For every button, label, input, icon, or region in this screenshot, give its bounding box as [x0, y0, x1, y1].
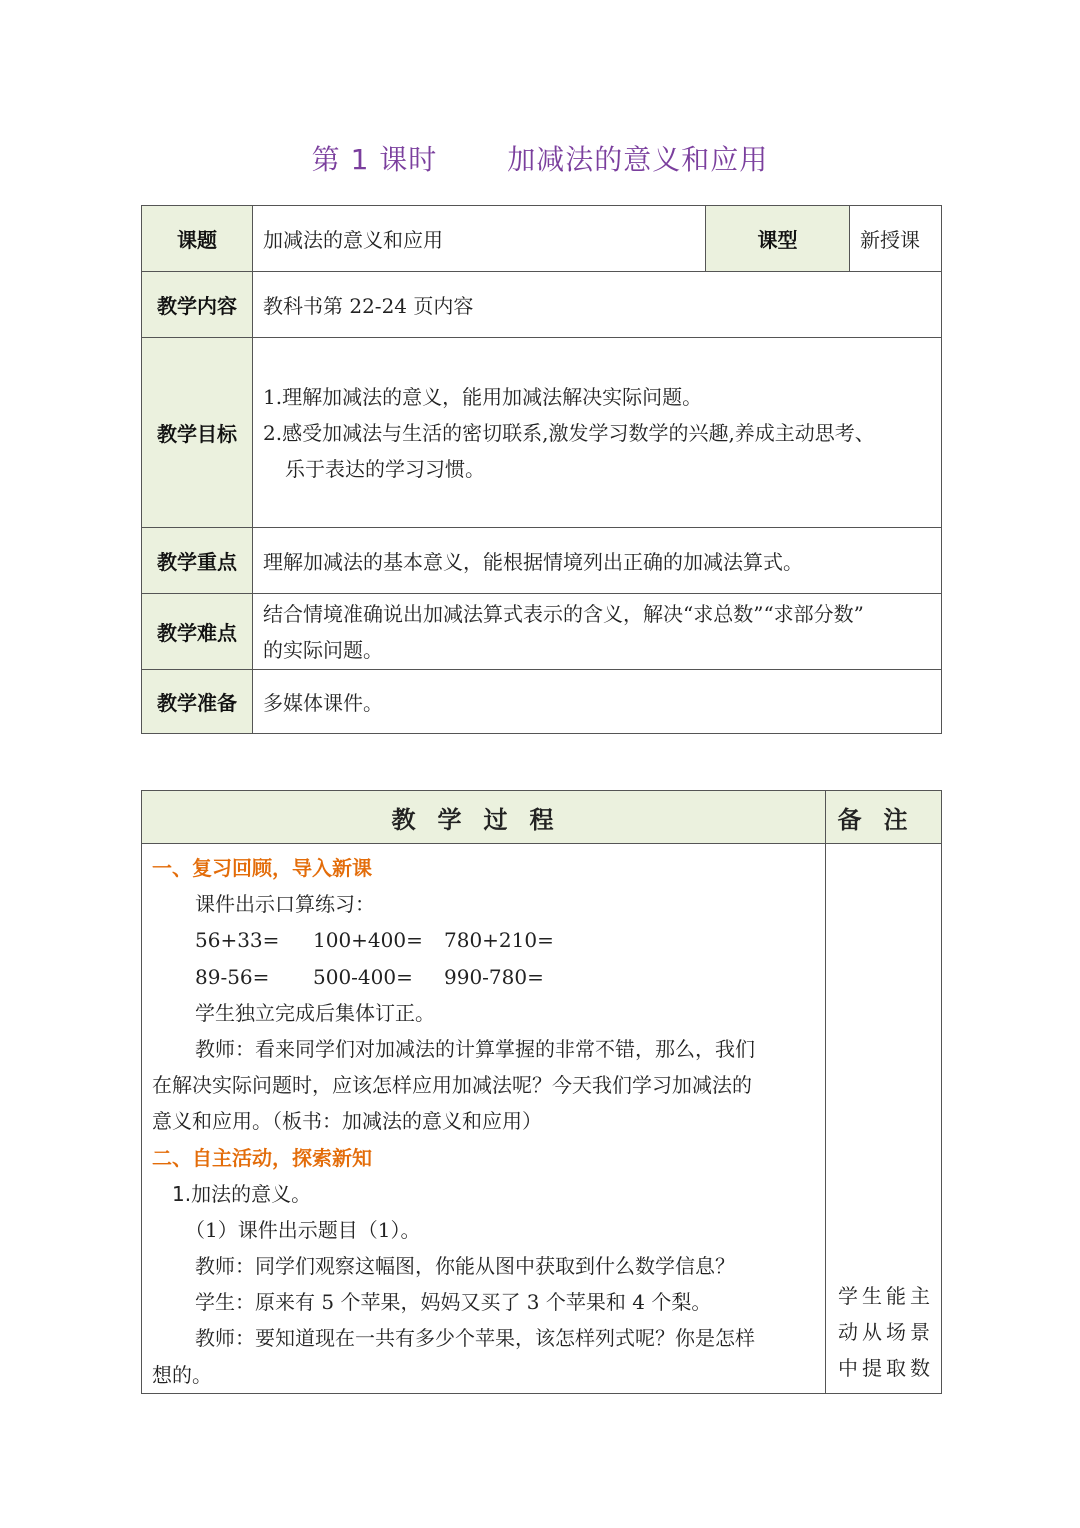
difficulty-line-1: 结合情境准确说出加减法算式表示的含义，解决“求总数”“求部分数” [263, 601, 864, 626]
goals-label: 教学目标 [142, 338, 253, 528]
content-value: 教科书第 22-24 页内容 [253, 272, 942, 338]
calc-item: 89-56= [195, 964, 270, 989]
calc-item: 56+33= [195, 928, 280, 953]
calc-item: 780+210= [444, 928, 554, 953]
section-2-title: 二、自主活动，探索新知 [152, 1145, 372, 1170]
key-value: 理解加减法的基本意义，能根据情境列出正确的加减法算式。 [253, 528, 942, 594]
notes-content [826, 844, 942, 1394]
note-line: 学生能主 [838, 1284, 934, 1308]
goal-1: 1.理解加减法的意义，能用加减法解决实际问题。 [263, 384, 703, 409]
difficulty-value [253, 594, 942, 670]
calc-row-2 [152, 959, 825, 995]
key-label: 教学重点 [142, 528, 253, 594]
prep-row [142, 670, 942, 734]
goal-2-cont: 乐于表达的学习习惯。 [285, 456, 485, 481]
topic-label: 课题 [142, 206, 253, 272]
goals-row [142, 338, 942, 528]
content-row [142, 272, 942, 338]
process-line: 想的。 [152, 1362, 212, 1387]
subsection-title: 1.加法的意义。 [172, 1181, 312, 1206]
note-line: 中提取数 [838, 1356, 934, 1381]
calc-row-1 [152, 922, 825, 958]
process-line: 意义和应用。（板书：加减法的意义和应用） [152, 1109, 542, 1134]
goal-2: 2.感受加减法与生活的密切联系,激发学习数学的兴趣,养成主动思考、 [263, 420, 875, 445]
lesson-info-table [141, 205, 942, 734]
process-line: 教师：要知道现在一共有多少个苹果，该怎样列式呢？你是怎样 [195, 1326, 755, 1351]
process-body-row [142, 844, 942, 1394]
lesson-topic: 加减法的意义和应用 [507, 143, 769, 176]
calc-item: 500-400= [313, 964, 413, 989]
lesson-number: 第 1 课时 [311, 143, 438, 176]
process-header: 教学过程 [142, 791, 826, 844]
calc-item: 990-780= [444, 964, 544, 989]
process-line: 教师：同学们观察这幅图，你能从图中获取到什么数学信息？ [195, 1254, 735, 1279]
topic-value: 加减法的意义和应用 [253, 206, 706, 272]
process-line: 课件出示口算练习： [195, 892, 375, 917]
page-title [0, 138, 1080, 178]
difficulty-label: 教学难点 [142, 594, 253, 670]
process-content [142, 844, 826, 1394]
type-label: 课型 [706, 206, 850, 272]
process-line: 在解决实际问题时，应该怎样应用加减法呢？今天我们学习加减法的 [152, 1073, 752, 1098]
difficulty-line-2: 的实际问题。 [263, 637, 383, 662]
process-line: （1）课件出示题目（1）。 [185, 1217, 421, 1242]
prep-value: 多媒体课件。 [253, 670, 942, 734]
difficulty-row [142, 594, 942, 670]
calc-item: 100+400= [313, 928, 423, 953]
prep-label: 教学准备 [142, 670, 253, 734]
section-1-title: 一、复习回顾，导入新课 [152, 856, 372, 880]
type-value: 新授课 [850, 206, 942, 272]
teaching-process-table [141, 790, 942, 1394]
process-line: 学生独立完成后集体订正。 [195, 1000, 435, 1025]
content-label: 教学内容 [142, 272, 253, 338]
process-line: 教师：看来同学们对加减法的计算掌握的非常不错，那么，我们 [195, 1036, 755, 1061]
process-header-row [142, 791, 942, 844]
notes-header: 备注 [826, 791, 942, 844]
key-row [142, 528, 942, 594]
note-line: 动从场景 [838, 1320, 934, 1345]
topic-row [142, 206, 942, 272]
process-line: 学生：原来有 5 个苹果，妈妈又买了 3 个苹果和 4 个梨。 [195, 1290, 712, 1315]
goals-value [253, 338, 942, 528]
